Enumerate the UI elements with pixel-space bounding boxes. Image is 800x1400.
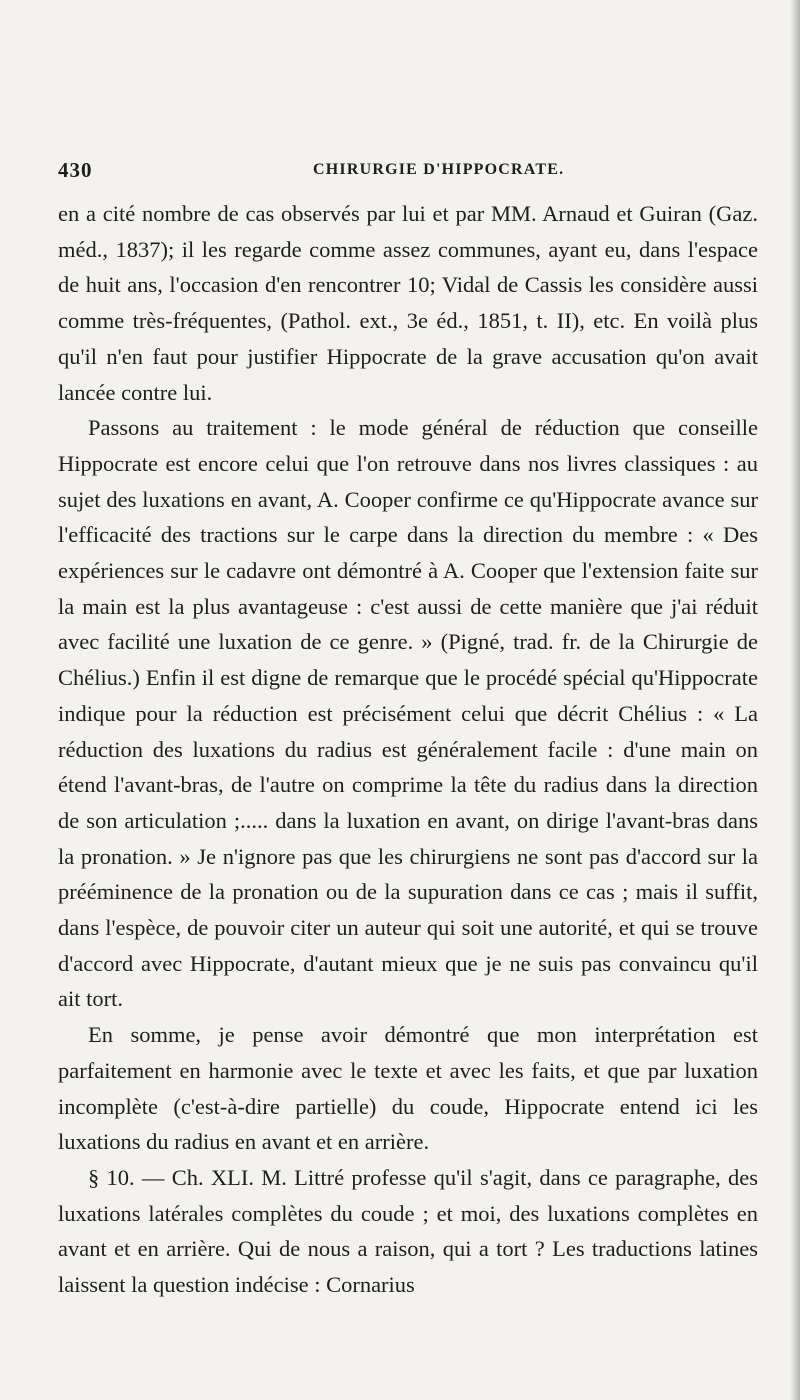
- paragraph-3: En somme, je pense avoir démontré que mon interprétation est parfaitement en harmonie avec le texte et avec les faits, et que par luxation incomplète (c'est-à-dire partielle) du coude, Hippocrate entend ici les luxations du radius en avant et en arrière.: [58, 1022, 758, 1155]
- paragraph-4: § 10. — Ch. XLI. M. Littré professe qu'il s'agit, dans ce paragraphe, des luxations latérales complètes du coude ; et moi, des luxations complètes en avant et en arrière. Qui de nous a raison, qui a tort ? Les traductions latines laissent la question indécise : Cornarius: [58, 1164, 758, 1298]
- scan-edge-shadow: [790, 0, 800, 1400]
- running-head: CHIRURGIE D'HIPPOCRATE.: [313, 161, 565, 178]
- paragraph-1: en a cité nombre de cas observés par lui et par MM. Arnaud et Guiran (Gaz. méd., 1837); il les regarde comme assez communes, ayant eu, dans l'espace de huit ans, l'occasion d'en rencontrer 10; Vidal de Cassis les considère aussi comme très-fréquentes, (Pathol. ext., 3e éd., 1851, t. II), etc. En voilà plus qu'il n'en faut pour justifier Hippocrate de la grave accusation qu'on avait lancée contre lui.: [58, 201, 758, 405]
- page-number: 430: [58, 158, 93, 182]
- body-text: [58, 196, 758, 1303]
- paragraph-2: Passons au traitement : le mode général de réduction que conseille Hippocrate est encore celui que l'on retrouve dans nos livres classiques : au sujet des luxations en avant, A. Cooper confirme ce qu'Hippocrate avance sur l'efficacité des tractions sur le carpe dans la direction du membre : « Des expériences sur le cadavre ont démontré à A. Cooper que l'extension faite sur la main est la plus avantageuse : c'est aussi de cette manière que j'ai réduit avec facilité une luxation de ce genre. » (Pigné, trad. fr. de la Chirurgie de Chélius.) Enfin il est digne de remarque que le procédé spécial qu'Hippocrate indique pour la réduction est précisément celui que décrit Chélius : « La réduction des luxations du radius est généralement facile : d'une main on étend l'avant-bras, de l'autre on comprime la tête du radius dans la direction de son articulation ;..... dans la luxation en avant, on dirige l'avant-bras dans la pronation. » Je n'ignore pas que les chirurgiens ne sont pas d'accord sur la prééminence de la pronation ou de la supuration dans ce cas ; mais il suffit, dans l'espèce, de pouvoir citer un auteur qui soit une autorité, et qui se trouve d'accord avec Hippocrate, d'autant mieux que je ne suis pas convaincu qu'il ait tort.: [58, 415, 758, 1012]
- page-header: [58, 158, 758, 186]
